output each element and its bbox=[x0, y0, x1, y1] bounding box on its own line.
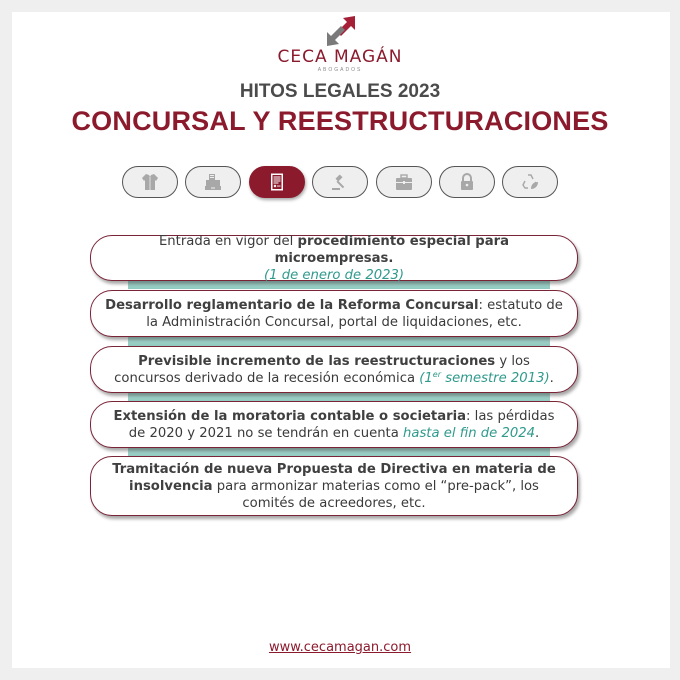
milestone-text: Previsible incremento de las reestructuraciones y los concursos derivado de la recesión económica (1er semestre 2013). bbox=[114, 353, 554, 386]
milestone-card-2 bbox=[90, 290, 578, 337]
category-button-document[interactable] bbox=[249, 166, 305, 198]
category-icon-bar bbox=[122, 166, 562, 200]
logo-subtitle: ABOGADOS bbox=[317, 67, 363, 73]
category-button-gavel[interactable] bbox=[312, 166, 368, 198]
cash-register-icon bbox=[203, 172, 223, 192]
page-kicker: HITOS LEGALES 2023 bbox=[239, 81, 441, 102]
milestone-card-5 bbox=[90, 456, 578, 516]
page-title: CONCURSAL Y REESTRUCTURACIONES bbox=[71, 106, 609, 136]
logo bbox=[0, 0, 680, 80]
milestone-text: Desarrollo reglamentario de la Reforma Concursal: estatuto de la Administración Concursal, portal de liquidaciones, etc. bbox=[105, 297, 563, 330]
milestone-card-1 bbox=[90, 235, 578, 281]
milestone-card-4 bbox=[90, 401, 578, 448]
milestone-text: Extensión de la moratoria contable o societaria: las pérdidas de 2020 y 2021 no se tendrán en cuenta hasta el fin de 2024. bbox=[113, 408, 555, 441]
connector-bar bbox=[128, 336, 550, 346]
padlock-icon bbox=[457, 172, 477, 192]
milestone-text: Entrada en vigor del procedimiento especial para microempresas. (1 de enero de 2023) bbox=[158, 233, 510, 283]
category-button-recycle[interactable] bbox=[502, 166, 558, 198]
website-link[interactable]: www.cecamagan.com bbox=[268, 640, 412, 655]
milestone-text: Tramitación de nueva Propuesta de Directiva en materia de insolvencia para armonizar materias como el “pre-pack”, los comités de acreedores, etc. bbox=[112, 461, 556, 511]
milestone-card-3 bbox=[90, 346, 578, 393]
gavel-icon bbox=[330, 172, 350, 192]
recycle-leaf-icon bbox=[520, 172, 540, 192]
category-button-padlock[interactable] bbox=[439, 166, 495, 198]
shirt-icon bbox=[140, 172, 160, 192]
category-button-cash-register[interactable] bbox=[185, 166, 241, 198]
category-button-briefcase[interactable] bbox=[376, 166, 432, 198]
logo-name: CECA MAGÁN bbox=[277, 47, 403, 67]
logo-arrows-icon bbox=[325, 14, 357, 48]
briefcase-icon bbox=[394, 172, 414, 192]
document-icon bbox=[267, 172, 287, 192]
category-button-shirt[interactable] bbox=[122, 166, 178, 198]
